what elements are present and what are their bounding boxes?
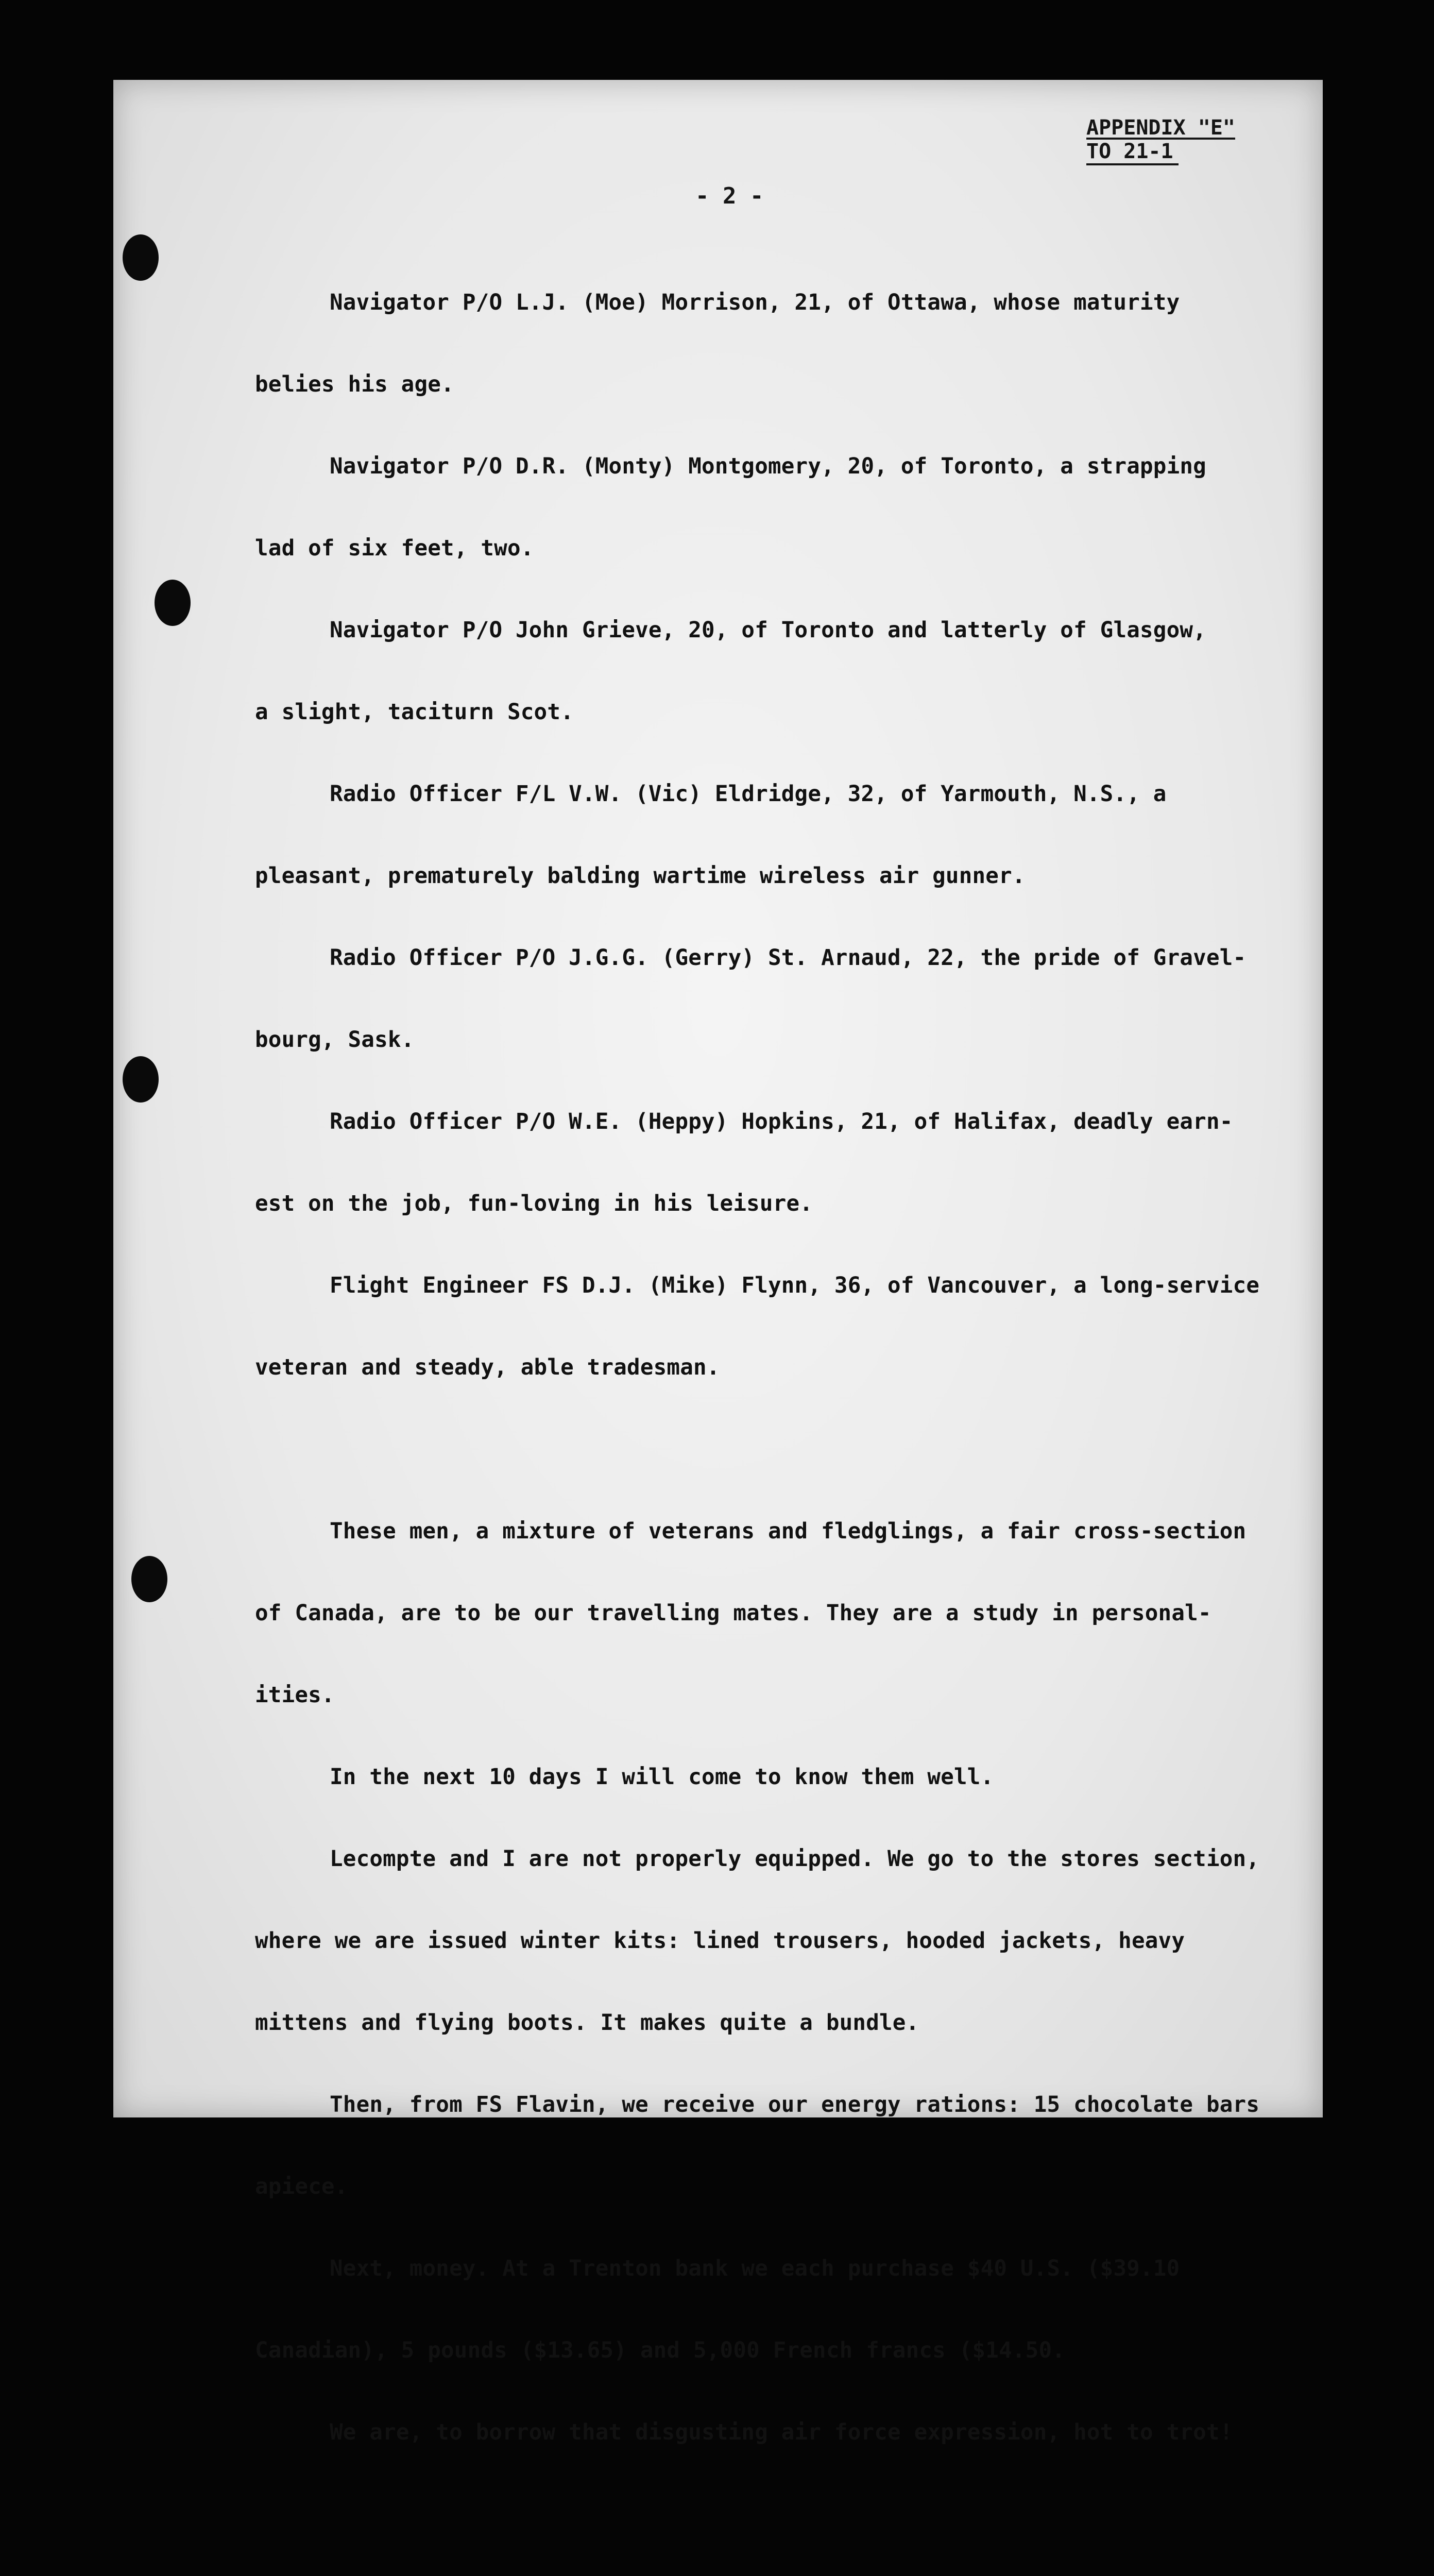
text-line: Navigator P/O L.J. (Moe) Morrison, 21, of Ottawa, whose maturity <box>330 290 1180 315</box>
text-line: ities. <box>255 1683 335 1708</box>
text-line: apiece. <box>255 2174 348 2199</box>
text-line: Next, money. At a Trenton bank we each purchase $40 U.S. ($39.10 <box>330 2256 1180 2281</box>
document-body <box>255 234 1290 2576</box>
text-line: Navigator P/O D.R. (Monty) Montgomery, 20, of Toronto, a strapping <box>330 454 1206 479</box>
text-line: veteran and steady, able tradesman. <box>255 1355 720 1380</box>
text-line: est on the job, fun-loving in his leisure. <box>255 1191 813 1216</box>
appendix-label <box>1086 116 1235 165</box>
text-line: We are, to borrow that disgusting air force expression, hot to trot! <box>330 2420 1233 2445</box>
punch-hole <box>131 1556 167 1602</box>
text-line: Then, from FS Flavin, we receive our energy rations: 15 chocolate bars <box>330 2092 1260 2117</box>
text-line: In the next 10 days I will come to know them well. <box>330 1765 994 1790</box>
text-line: of Canada, are to be our travelling mates. They are a study in personal- <box>255 1601 1211 1626</box>
text-line: These men, a mixture of veterans and fledglings, a fair cross-section <box>330 1519 1247 1544</box>
appendix-reference: TO 21-1 <box>1086 140 1179 165</box>
text-line: Canadian), 5 pounds ($13.65) and 5,000 French francs ($14.50. <box>255 2338 1066 2363</box>
text-line: mittens and flying boots. It makes quite a bundle. <box>255 2010 919 2036</box>
text-line: Lecompte and I are not properly equipped. We go to the stores section, <box>330 1846 1260 1872</box>
text-line: belies his age. <box>255 372 454 397</box>
text-line: lad of six feet, two. <box>255 536 534 561</box>
text-line: where we are issued winter kits: lined trousers, hooded jackets, heavy <box>255 1928 1185 1954</box>
text-line: a slight, taciturn Scot. <box>255 700 574 725</box>
text-line: Radio Officer F/L V.W. (Vic) Eldridge, 32, of Yarmouth, N.S., a <box>330 782 1167 807</box>
text-line: pleasant, prematurely balding wartime wireless air gunner. <box>255 863 1026 889</box>
page-number: - 2 - <box>695 183 764 209</box>
text-line: Flight Engineer FS D.J. (Mike) Flynn, 36, of Vancouver, a long-service <box>330 1273 1260 1298</box>
text-line: Navigator P/O John Grieve, 20, of Toronto and latterly of Glasgow, <box>330 618 1206 643</box>
document-page <box>113 80 1323 2445</box>
punch-hole <box>123 234 159 281</box>
appendix-title: APPENDIX "E" <box>1086 116 1235 140</box>
punch-hole <box>123 1056 159 1103</box>
text-line: Radio Officer P/O W.E. (Heppy) Hopkins, 21, of Halifax, deadly earn- <box>330 1109 1233 1134</box>
text-line: Radio Officer P/O J.G.G. (Gerry) St. Arnaud, 22, the pride of Gravel- <box>330 945 1247 971</box>
text-line: bourg, Sask. <box>255 1027 415 1053</box>
punch-hole <box>155 580 191 626</box>
